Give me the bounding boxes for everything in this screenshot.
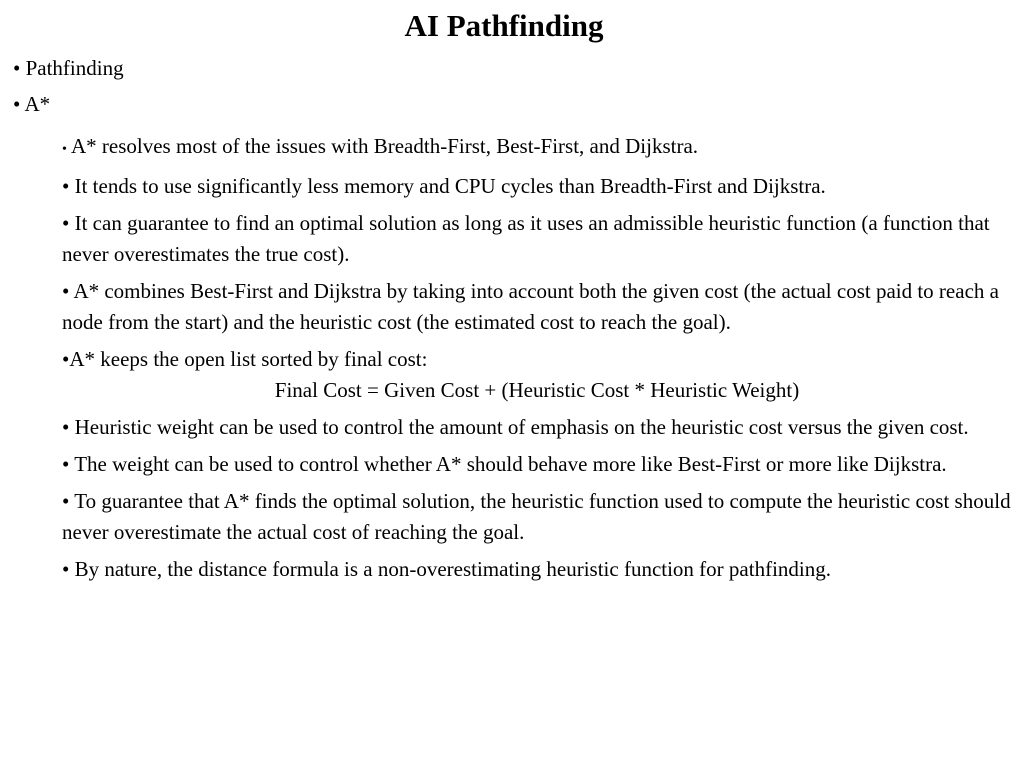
sub-bullet-optimal-solution: • It can guarantee to find an optimal solution as long as it uses an admissible heuristic function (a function that never overestimates the true cost). (62, 211, 990, 266)
sub-bullet-heuristic-weight: • Heuristic weight can be used to control the amount of emphasis on the heuristic cost versus the given cost. (62, 415, 969, 439)
sub-bullet-memory-cpu: • It tends to use significantly less memory and CPU cycles than Breadth-First and Dijkstra. (62, 174, 826, 198)
a-star-sub-bullet-list (62, 131, 1012, 591)
bullet-pathfinding: • Pathfinding (13, 56, 124, 80)
sub-bullet-resolves-issues (62, 131, 1012, 165)
final-cost-formula: Final Cost = Given Cost + (Heuristic Cost * Heuristic Weight) (274, 378, 800, 402)
sub-bullet-combines: • A* combines Best-First and Dijkstra by taking into account both the given cost (the actual cost paid to reach a node from the start) and the heuristic cost (the estimated cost to reach the goal). (62, 279, 999, 334)
sub-bullet-text: A* resolves most of the issues with Breadth-First, Best-First, and Dijkstra. (71, 134, 699, 158)
sub-bullet-weight-behavior: • The weight can be used to control whether A* should behave more like Best-First or more like Dijkstra. (62, 452, 947, 476)
sub-bullet-open-list: •A* keeps the open list sorted by final cost: (62, 347, 428, 371)
sub-bullet-guarantee: • To guarantee that A* finds the optimal solution, the heuristic function used to compute the heuristic cost should never overestimate the actual cost of reaching the goal. (62, 489, 1011, 544)
sub-bullet-distance-formula: • By nature, the distance formula is a non-overestimating heuristic function for pathfinding. (62, 557, 831, 581)
top-bullet-list (13, 56, 1003, 128)
slide-title: AI Pathfinding (404, 8, 604, 43)
small-bullet-glyph: • (62, 142, 67, 157)
bullet-a-star: • A* (13, 92, 51, 116)
